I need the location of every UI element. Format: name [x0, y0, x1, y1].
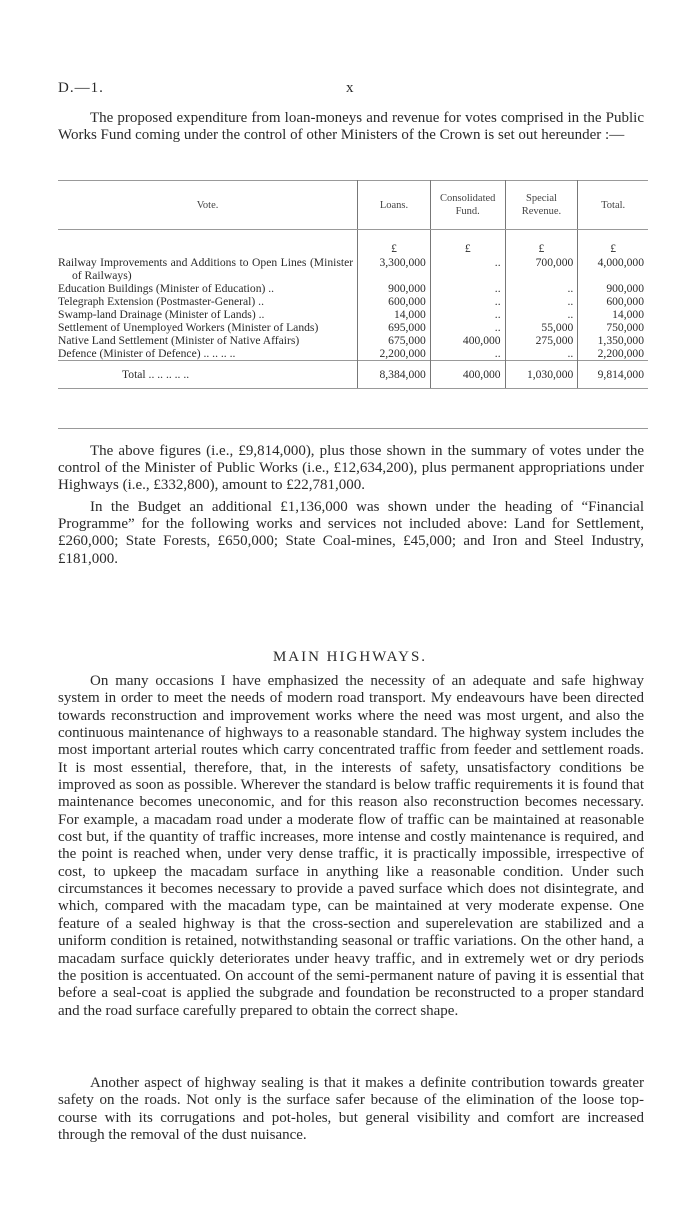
unit-total: £ [578, 230, 648, 257]
page-header-ref: D.—1. [58, 80, 104, 96]
consolidated-value: .. [430, 295, 505, 308]
budget-paragraph: In the Budget an additional £1,136,000 was shown under the heading of “Financial Programme” for the following works and services not included above: Land for Settlement, £260,000; State Forests, £650,000; State Coal-mines, £45,000; and Iron and Steel Industry, £181,000. [58, 499, 644, 567]
consolidated-value: .. [430, 347, 505, 361]
highways-paragraph-2: Another aspect of highway sealing is that it makes a definite contribution towards greater safety on the roads. Not only is the surface safer because of the elimination of the loose top-course with its corrugations and pot-holes, but general visibility and comfort are increased through the removal of the dust nuisance. [58, 1075, 644, 1144]
table-row [58, 321, 648, 334]
loans-value: 675,000 [358, 334, 431, 347]
figures-paragraph: The above figures (i.e., £9,814,000), plus those shown in the summary of votes under the control of the Minister of Public Works (i.e., £12,634,200), plus permanent appropriations under Highways (i.e., £332,800), amount to £22,781,000. [58, 443, 644, 494]
table-bottom-rule [58, 428, 648, 429]
header-vote: Vote. [58, 181, 358, 230]
vote-label: Settlement of Unemployed Workers (Minister of Lands) [58, 321, 319, 334]
vote-label: Education Buildings (Minister of Education) .. [58, 282, 275, 295]
vote-label: Native Land Settlement (Minister of Native Affairs) [58, 334, 300, 347]
unit-consolidated: £ [430, 230, 505, 257]
special-value: .. [505, 282, 578, 295]
header-loans: Loans. [358, 181, 431, 230]
table-row [58, 334, 648, 347]
unit-loans: £ [358, 230, 431, 257]
loans-value: 600,000 [358, 295, 431, 308]
total-consolidated: 400,000 [430, 361, 505, 389]
consolidated-value: .. [430, 308, 505, 321]
special-value: .. [505, 347, 578, 361]
vote-label: Railway Improvements and Additions to Open Lines (Minister of Railways) [58, 256, 354, 282]
consolidated-value: .. [430, 282, 505, 295]
loans-value: 3,300,000 [358, 256, 431, 282]
votes-table [58, 180, 648, 389]
vote-label: Defence (Minister of Defence) .. .. .. .. [58, 347, 236, 360]
vote-label: Swamp-land Drainage (Minister of Lands) .. [58, 308, 265, 321]
special-value: 55,000 [505, 321, 578, 334]
loans-value: 14,000 [358, 308, 431, 321]
total-loans: 8,384,000 [358, 361, 431, 389]
total-value: 900,000 [578, 282, 648, 295]
total-row [58, 361, 648, 389]
table-row [58, 282, 648, 295]
special-value: 700,000 [505, 256, 578, 282]
intro-paragraph: The proposed expenditure from loan-moneys and revenue for votes comprised in the Public Works Fund coming under the control of other Ministers of the Crown is set out hereunder :— [58, 110, 644, 144]
loans-value: 2,200,000 [358, 347, 431, 361]
highways-paragraph-1: On many occasions I have emphasized the necessity of an adequate and safe highway system in order to meet the needs of modern road transport. My endeavours have been directed towards reconstruction and improvement works where the need was most urgent, and also the continuous maintenance of highways to a reasonable standard. The highway system includes the most important arterial routes which carry concentrated traffic from feeder and settlement roads. It is most essential, therefore, that, in the interests of safety, unsatisfactory conditions be improved as soon as possible. Wherever the standard is below traffic requirements it is found that maintenance becomes uneconomic, and for this reason also reconstruction becomes necessary. For example, a macadam road under a moderate flow of traffic can be maintained at reasonable cost but, if the quantity of traffic increases, more intense and costly maintenance is required, and the point is reached when, under very dense traffic, it is practically impossible, irrespective of cost, to upkeep the macadam surface in anything like a reasonable condition. Under such circumstances it becomes necessary to provide a paved surface which does not disintegrate, and which, compared with the macadam type, can be maintained at very moderate expense. One feature of a sealed highway is that the cross-section and superelevation are stabilized and a uniform condition is retained, notwithstanding seasonal or traffic variations. On the other hand, a macadam surface quickly deteriorates under heavy traffic, and in extremely wet or dry periods the position is accentuated. On account of the semi-permanent nature of paving it is essential that before a seal-coat is applied the subgrade and foundation be reconstructed to a proper standard and the road surface carefully prepared to obtain the correct shape. [58, 673, 644, 1019]
total-special: 1,030,000 [505, 361, 578, 389]
consolidated-value: .. [430, 256, 505, 282]
table-row [58, 256, 648, 282]
total-value: 600,000 [578, 295, 648, 308]
total-value: 14,000 [578, 308, 648, 321]
total-value: 4,000,000 [578, 256, 648, 282]
loans-value: 900,000 [358, 282, 431, 295]
loans-value: 695,000 [358, 321, 431, 334]
vote-label: Telegraph Extension (Postmaster-General) .. [58, 295, 264, 308]
consolidated-value: .. [430, 321, 505, 334]
total-label: Total .. .. .. .. .. [58, 361, 358, 389]
section-title: MAIN HIGHWAYS. [272, 649, 428, 665]
consolidated-value: 400,000 [430, 334, 505, 347]
total-value: 1,350,000 [578, 334, 648, 347]
units-row [58, 230, 648, 257]
total-value: 750,000 [578, 321, 648, 334]
special-value: 275,000 [505, 334, 578, 347]
table-row [58, 295, 648, 308]
table-row [58, 308, 648, 321]
page-number: x [346, 80, 354, 96]
table-row [58, 347, 648, 361]
total-grand: 9,814,000 [578, 361, 648, 389]
total-value: 2,200,000 [578, 347, 648, 361]
special-value: .. [505, 295, 578, 308]
special-value: .. [505, 308, 578, 321]
unit-special: £ [505, 230, 578, 257]
header-consolidated: Consolidated Fund. [430, 181, 505, 230]
header-total: Total. [578, 181, 648, 230]
header-special: Special Revenue. [505, 181, 578, 230]
